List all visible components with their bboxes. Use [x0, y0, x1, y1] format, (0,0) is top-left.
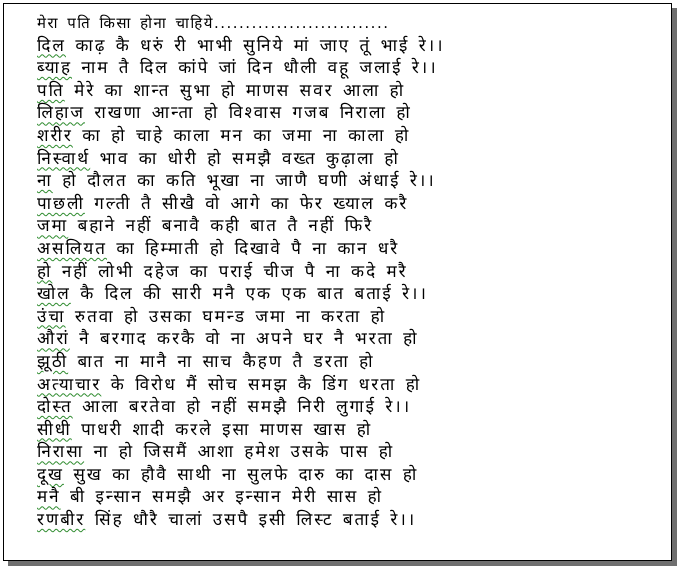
poem-line-first-word: दिल — [37, 35, 66, 56]
poem-title: मेरा पति किसा होना चाहिये............................ — [37, 14, 390, 32]
poem-line-7 — [37, 170, 667, 193]
poem-line-6 — [37, 148, 667, 171]
poem-line-text: कै दिल की सारी मनै एक एक बात बताई रे।। — [70, 284, 428, 305]
poem-line-20 — [37, 464, 667, 487]
poem-line-13 — [37, 306, 667, 329]
poem-line-8 — [37, 193, 667, 216]
poem-line-first-word: ब्याह — [37, 58, 72, 79]
poem-body — [37, 12, 667, 532]
poem-line-first-word: पति — [37, 80, 65, 101]
poem-line-18 — [37, 419, 667, 442]
poem-line-text: नहीं लोभी दहेज का पराई चीज पै ना कदे मरै — [52, 261, 408, 282]
poem-line-text: सिंह धौरै चालां उसपै इसी लिस्ट बताई रे।। — [85, 510, 417, 531]
poem-line-first-word: उंचा — [37, 306, 66, 327]
poem-line-4 — [37, 102, 667, 125]
poem-line-text: नाम तै दिल कांपे जां दिन धौली वहू जलाई रे।। — [72, 58, 438, 79]
poem-line-text: का हिम्माती हो दिखावे पै ना कान धरै — [106, 238, 400, 259]
poem-line-first-word: दूख — [37, 464, 64, 485]
poem-line-first-word: पाछली — [37, 193, 85, 214]
poem-line-12 — [37, 283, 667, 306]
poem-line-17 — [37, 396, 667, 419]
poem-line-14 — [37, 328, 667, 351]
poem-line-first-word: खोल — [37, 284, 71, 305]
poem-line-text: का हो चाहे काला मन का जमा ना काला हो — [72, 125, 411, 146]
poem-line-first-word: दोस्त — [37, 397, 73, 418]
poem-line-first-word: ना — [37, 171, 53, 192]
poem-line-9 — [37, 215, 667, 238]
poem-line-text: बहाने नहीं बनावै कही बात तै नहीं फिरै — [68, 216, 374, 237]
poem-line-text: गल्ती तै सीखै वो आगे का फेर ख्याल करै — [84, 193, 409, 214]
poem-line-text: पाधरी शादी करले इसा माणस खास हो — [71, 419, 373, 440]
poem-line-text: बात ना मानै ना साच कैहण तै डरता हो — [68, 351, 375, 372]
poem-line-text: काढ़ कै धरुं री भाभी सुनिये मां जाए तूं भाई रे।। — [65, 35, 445, 56]
poem-line-text: भाव का धोरी हो समझै वख्त कुढ़ाला हो — [90, 148, 400, 169]
poem-line-first-word: असलियत — [37, 238, 107, 259]
poem-line-text: ना हो जिसमैं आशा हमेश उसके पास हो — [84, 442, 395, 463]
poem-line-first-word: औरां — [37, 329, 70, 350]
poem-line-first-word: जमा — [37, 216, 69, 237]
poem-line-19 — [37, 441, 667, 464]
poem-line-22 — [37, 509, 667, 532]
poem-line-first-word: शरीर — [37, 125, 73, 146]
poem-line-text: रुतवा हो उसका घमन्ड जमा ना करता हो — [65, 306, 387, 327]
poem-line-text: मेरे का शान्त सुभा हो माणस सवर आला हो — [64, 80, 406, 101]
poem-line-text: सुख का हौवै साथी ना सुलफे दारु का दास हो — [63, 464, 419, 485]
document-page — [3, 3, 672, 561]
page-shadow-bottom — [8, 561, 677, 566]
poem-line-first-word: मनै — [37, 487, 61, 508]
poem-line-21 — [37, 486, 667, 509]
poem-line-15 — [37, 351, 667, 374]
poem-line-text: बी इन्सान समझै अर इन्सान मेरी सास हो — [60, 487, 384, 508]
page-shadow-right — [672, 8, 677, 566]
poem-line-1 — [37, 35, 667, 58]
poem-line-first-word: रणबीर — [37, 510, 86, 531]
poem-line-2 — [37, 57, 667, 80]
poem-line-11 — [37, 261, 667, 284]
poem-line-10 — [37, 238, 667, 261]
poem-line-first-word: लिहाज — [37, 103, 85, 124]
poem-line-first-word: झूठी — [37, 351, 69, 372]
poem-line-5 — [37, 125, 667, 148]
poem-line-3 — [37, 80, 667, 103]
poem-line-text: नै बरगाद करकै वो ना अपने घर नै भरता हो — [69, 329, 419, 350]
poem-line-text: के विरोध मैं सोच समझ कै डिंग धरता हो — [101, 374, 422, 395]
poem-line-text: राखणा आन्ता हो विश्वास गजब निराला हो — [84, 103, 412, 124]
poem-line-first-word: हो — [37, 261, 53, 282]
poem-line-first-word: सीधी — [37, 419, 72, 440]
poem-line-first-word: निरासा — [37, 442, 85, 463]
poem-line-16 — [37, 374, 667, 397]
poem-line-first-word: निस्वार्थ — [37, 148, 91, 169]
poem-line-text: हो दौलत का कति भूखा ना जाणै घणी अंधाई रे।। — [52, 171, 436, 192]
poem-line-first-word: अत्याचार — [37, 374, 102, 395]
poem-line-text: आला बरतेवा हो नहीं समझै निरी लुगाई रे।। — [72, 397, 412, 418]
